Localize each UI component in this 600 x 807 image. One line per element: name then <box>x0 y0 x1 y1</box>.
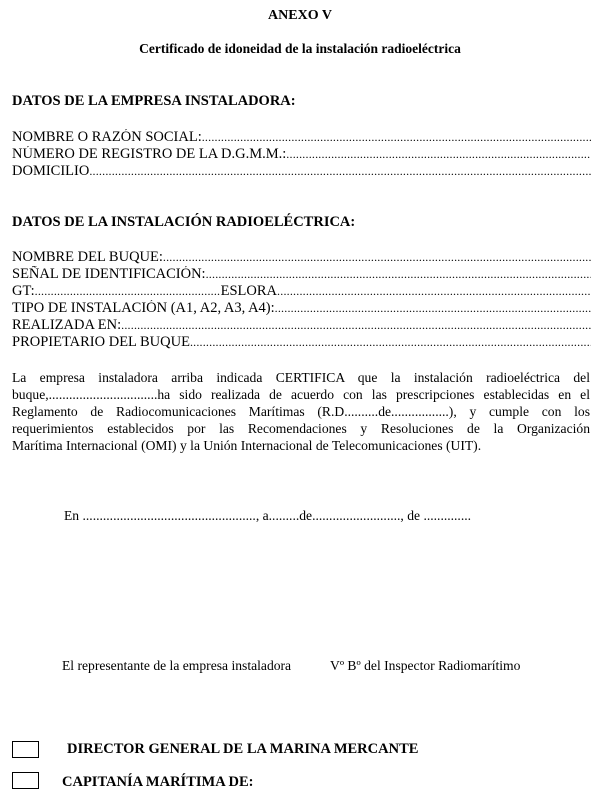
propietario-buque-blank <box>190 334 591 351</box>
propietario-buque-field <box>12 334 591 351</box>
representante-signature-label: El representante de la empresa instaladora <box>62 658 292 673</box>
senal-identificacion-blank <box>206 266 591 283</box>
domicilio-blank <box>89 163 591 180</box>
director-general-label: DIRECTOR GENERAL DE LA MARINA MERCANTE <box>67 741 419 757</box>
tipo-instalacion-blank <box>275 300 591 317</box>
instalacion-section-heading: DATOS DE LA INSTALACIÓN RADIOELÉCTRICA: <box>12 214 356 230</box>
numero-registro-blank <box>286 146 591 163</box>
domicilio-field <box>12 163 591 180</box>
certificate-subtitle: Certificado de idoneidad de la instalación radioeléctrica <box>139 41 461 56</box>
nombre-razon-social-field <box>12 129 591 146</box>
propietario-buque-label: PROPIETARIO DEL BUQUE <box>12 334 190 350</box>
certification-paragraph <box>12 369 590 454</box>
empresa-section-heading: DATOS DE LA EMPRESA INSTALADORA: <box>12 93 296 109</box>
annex-title: ANEXO V <box>268 8 332 23</box>
realizada-en-field <box>12 317 591 334</box>
senal-identificacion-field <box>12 266 591 283</box>
numero-registro-label: NÚMERO DE REGISTRO DE LA D.G.M.M.: <box>12 146 287 162</box>
senal-identificacion-label: SEÑAL DE IDENTIFICACIÓN: <box>12 266 206 282</box>
nombre-razon-social-blank <box>202 129 591 146</box>
gt-blank <box>35 283 221 300</box>
nombre-buque-label: NOMBRE DEL BUQUE: <box>12 249 163 265</box>
gt-eslora-field <box>12 283 591 300</box>
capitania-maritima-label: CAPITANÍA MARÍTIMA DE: <box>62 774 254 790</box>
gt-label: GT: <box>12 283 35 299</box>
director-general-checkbox[interactable] <box>12 741 39 758</box>
place-date-line: En ..................................................., a.........de.........................., de .............. <box>64 508 472 523</box>
realizada-en-label: REALIZADA EN: <box>12 317 122 333</box>
nombre-buque-field <box>12 249 591 266</box>
eslora-blank <box>277 283 591 300</box>
realizada-en-blank <box>121 317 591 334</box>
capitania-maritima-checkbox[interactable] <box>12 772 39 789</box>
nombre-razon-social-label: NOMBRE O RAZÓN SOCIAL: <box>12 129 202 145</box>
certification-line: Reglamento de Radiocomunicaciones Marítimas (R.D..........de.................), y cumple con los <box>12 404 590 419</box>
domicilio-label: DOMICILIO <box>12 163 90 179</box>
nombre-buque-blank <box>163 249 591 266</box>
certification-line: La empresa instaladora arriba indicada CERTIFICA que la instalación radioeléctrica del <box>12 370 590 385</box>
tipo-instalacion-field <box>12 300 591 317</box>
numero-registro-field <box>12 146 591 163</box>
inspector-signature-label: Vº Bº del Inspector Radiomarítimo <box>330 658 521 673</box>
tipo-instalacion-label: TIPO DE INSTALACIÓN (A1, A2, A3, A4): <box>12 300 275 316</box>
certification-line: Marítima Internacional (OMI) y la Unión Internacional de Telecomunicaciones (UIT). <box>12 438 482 453</box>
eslora-label: ESLORA <box>220 283 278 299</box>
certification-line: requerimientos establecidos por las Recomendaciones y Resoluciones de la Organización <box>12 421 590 436</box>
certification-line: buque,................................ha sido realizada de acuerdo con las prescripciones establecidas en el <box>12 387 590 402</box>
